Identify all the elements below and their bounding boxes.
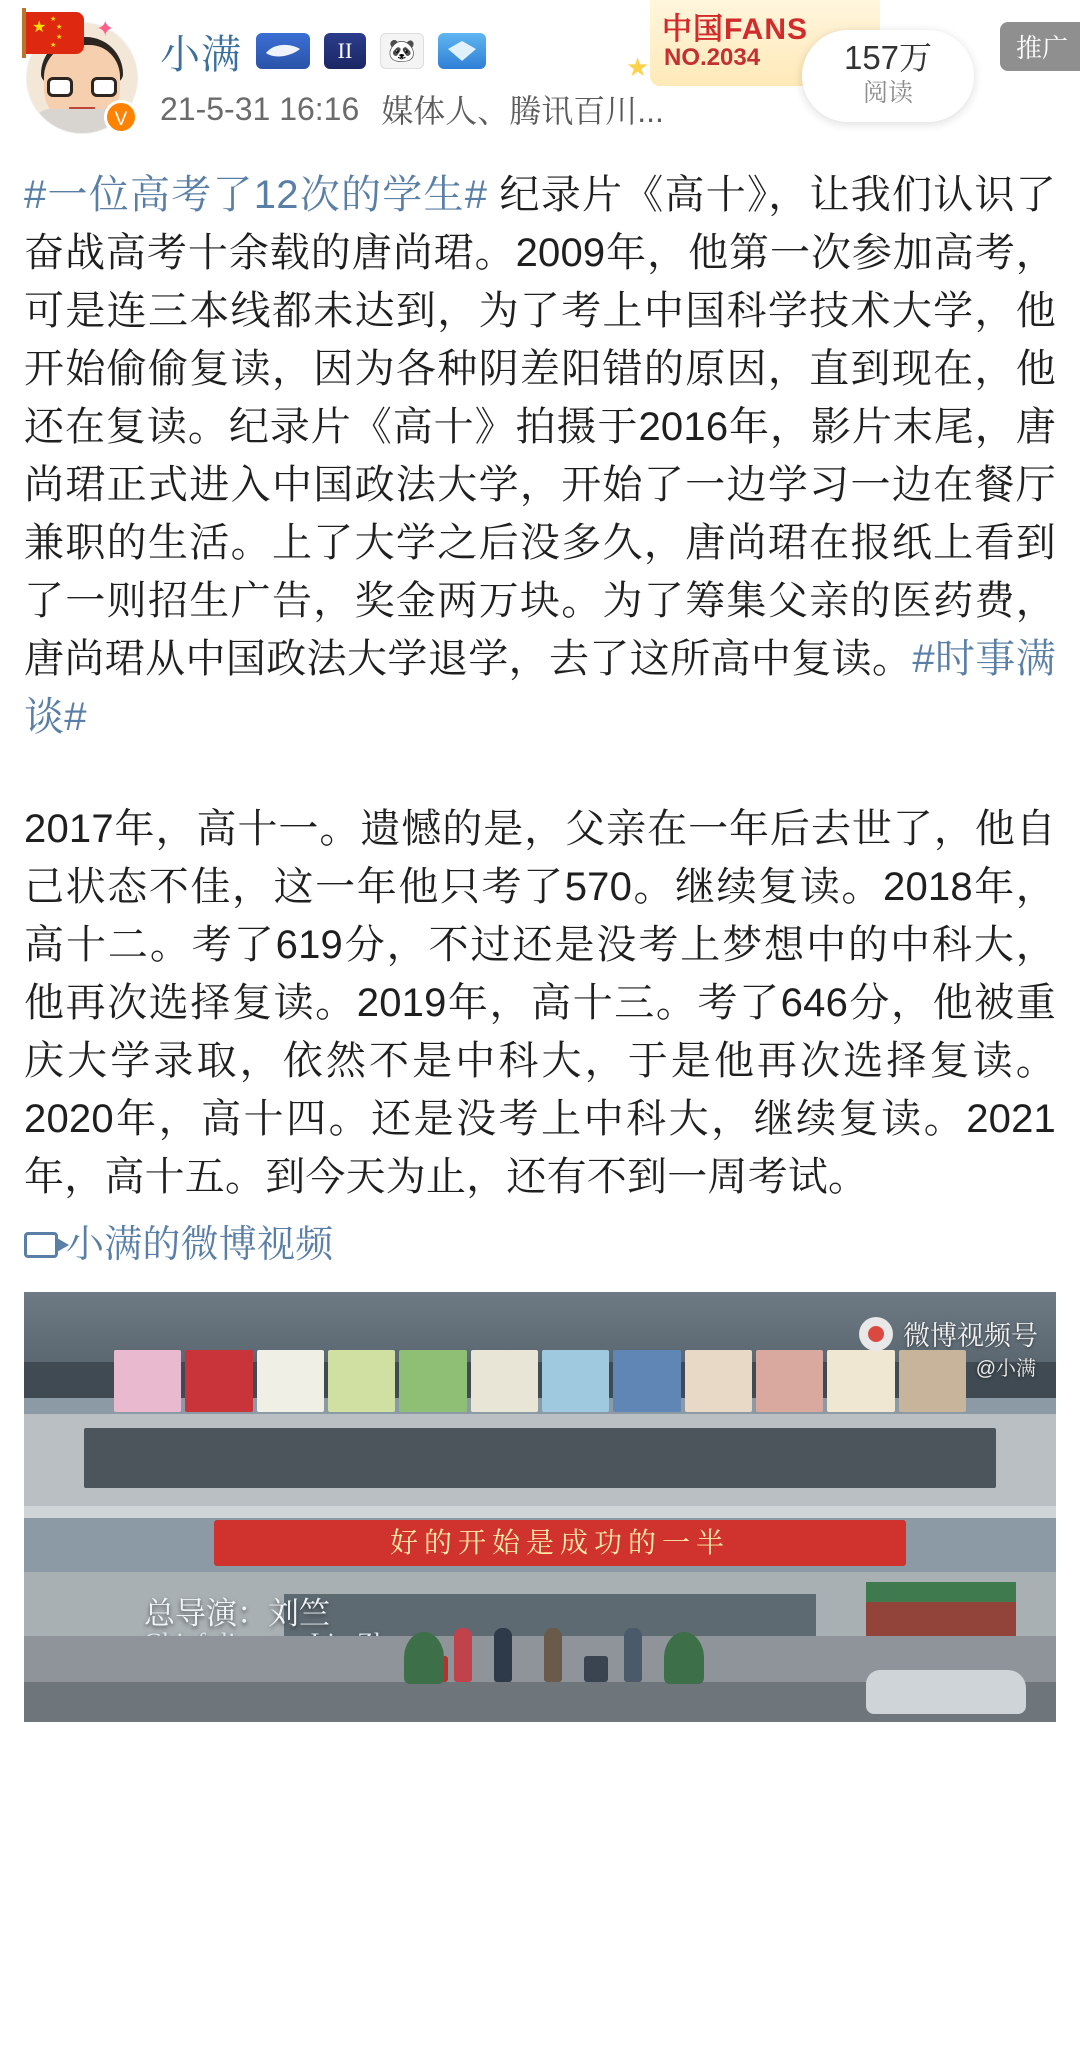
person — [544, 1628, 562, 1682]
post-header — [0, 0, 1080, 160]
verified-badge-icon: V — [104, 100, 138, 134]
balcony-rail — [24, 1506, 1056, 1518]
potted-plant — [404, 1632, 444, 1684]
person — [454, 1628, 472, 1682]
star-icon: ★ — [626, 52, 650, 82]
author-nickname[interactable]: 小满 — [160, 32, 242, 77]
potted-plant — [664, 1632, 704, 1684]
watermark-handle: @小满 — [975, 1358, 1036, 1380]
paragraph-1-text: 纪录片《高十》，让我们认识了奋战高考十余载的唐尚珺。2009年，他第一次参加高考，可是连三本线都未达到，为了考上中国科学技术大学，他开始偷偷复读，因为各种阴差阳错的原因，直到现在，他还在复读。纪录片《高十》拍摄于2016年，影片末尾，唐尚珺正式进入中国政法大学，开始了一边学习一边在餐厅兼职的生活。上了大学之后没多久，唐尚珺在报纸上看到了一则招生广告，奖金两万块。为了筹集父亲的医药费，唐尚珺从中国政法大学退学，去了这所高中复读。 — [24, 173, 1056, 681]
post-content — [0, 160, 1080, 1274]
video-link[interactable] — [24, 1216, 1056, 1274]
topic-link-1[interactable]: #一位高考了12次的学生# — [24, 173, 488, 217]
fans-badge-number: NO.2034 — [664, 44, 761, 71]
china-flag-icon: ★ ★ ★ ★ ★ — [22, 12, 84, 54]
weibo-logo-icon — [859, 1317, 893, 1351]
video-thumbnail[interactable] — [24, 1292, 1056, 1722]
video-camera-icon — [24, 1232, 58, 1258]
post-timestamp: 21-5-31 16:16 — [160, 90, 360, 127]
fans-badge-title: 中国FANS — [662, 13, 809, 46]
school-banner: 好的开始是成功的一半 — [214, 1520, 906, 1566]
promo-tag[interactable]: 推广 — [1000, 22, 1080, 71]
person — [494, 1628, 512, 1682]
ground-area — [24, 1636, 1056, 1722]
post-source[interactable]: 媒体人、腾讯百川... — [381, 93, 664, 129]
read-count-pill — [802, 30, 974, 122]
luggage — [584, 1656, 608, 1682]
sparkle-icon: ✦ — [96, 16, 115, 41]
person — [624, 1628, 642, 1682]
topic-link-2[interactable]: #时事满谈# — [24, 637, 1056, 739]
media-chip-icon — [264, 41, 302, 61]
car — [866, 1670, 1026, 1714]
watermark — [859, 1314, 1038, 1353]
video-link-label: 小满的微博视频 — [66, 1224, 334, 1266]
building-middle-floor — [24, 1414, 1056, 1510]
level-chip[interactable]: II — [324, 33, 366, 69]
read-count-label: 阅读 — [862, 79, 913, 107]
credit-chinese: 总导演：刘竺 — [144, 1596, 330, 1631]
diamond-chip[interactable] — [438, 33, 486, 69]
read-count-value: 157万 — [843, 39, 933, 76]
paragraph-2: 2017年，高十一。遗憾的是，父亲在一年后去世了，他自己状态不佳，这一年他只考了570。继续复读。2018年，高十二。考了619分，不过还是没考上梦想中的中科大，他再次选择复读。2019年，高十三。考了646分，他被重庆大学录取，依然不是中科大，于是他再次选择复读。2020年，高十四。还是没考上中科大，继续复读。2021年，高十五。到今天为止，还有不到一周考试。 — [24, 807, 1056, 1199]
verified-media-chip[interactable] — [256, 33, 310, 69]
avatar-glasses — [47, 77, 117, 97]
diamond-icon — [447, 40, 477, 62]
paragraph-1 — [24, 166, 1056, 746]
watermark-label: 微博视频号 — [903, 1321, 1038, 1351]
panda-chip[interactable]: 🐼 — [380, 33, 424, 69]
laundry-items — [114, 1350, 966, 1412]
